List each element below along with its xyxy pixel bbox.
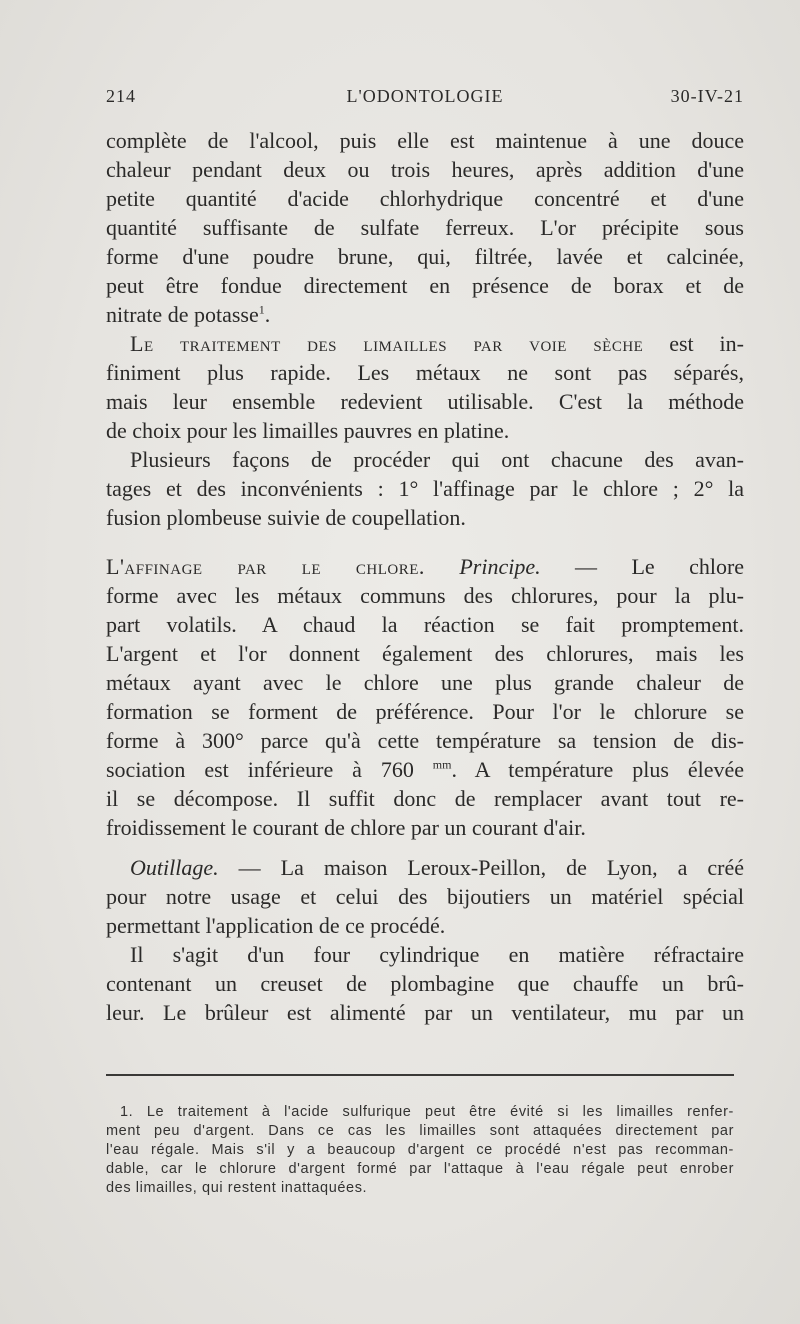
text-line: contenant un creuset de plombagine que chauffe un brû- <box>106 971 744 996</box>
journal-title: L'ODONTOLOGIE <box>346 86 504 106</box>
running-header <box>106 86 744 116</box>
text-fragment: . <box>264 302 271 327</box>
section-gap <box>106 842 744 853</box>
subheading: Principe. <box>459 554 541 579</box>
section-heading-line <box>106 329 744 358</box>
unit-superscript: mm <box>432 757 452 772</box>
footnote-line: ment peu d'argent. Dans ce cas les limailles sont attaquées directement par <box>106 1123 734 1139</box>
text-line: tages et des inconvénients : 1° l'affinage par le chlore ; 2° la <box>106 476 744 501</box>
text-line: petite quantité d'acide chlorhydrique concentré et d'une <box>106 186 744 211</box>
text-line: froidissement le courant de chlore par un courant d'air. <box>106 815 586 840</box>
text-line: chaleur pendant deux ou trois heures, après addition d'une <box>106 157 744 182</box>
text-fragment: sociation est inférieure à 760 <box>106 757 414 782</box>
section-heading-line <box>106 552 744 581</box>
body-text <box>106 126 744 1027</box>
text-line: il se décompose. Il suffit donc de remplacer avant tout re- <box>106 786 744 811</box>
text-line: métaux ayant avec le chlore une plus grande chaleur de <box>106 670 744 695</box>
text-line: L'argent et l'or donnent également des chlorures, mais les <box>106 641 744 666</box>
footnote-line: dable, car le chlorure d'argent formé par l'attaque à l'eau régale peut enrober <box>106 1161 734 1177</box>
footnote-rule <box>106 1074 734 1076</box>
text-fragment: — La maison Leroux-Peillon, de Lyon, a créé <box>238 855 744 880</box>
section-heading-line <box>106 853 744 882</box>
text-line: quantité suffisante de sulfate ferreux. L'or précipite sous <box>106 215 744 240</box>
footnote-line: des limailles, qui restent inattaquées. <box>106 1180 368 1196</box>
text-line: mais leur ensemble redevient utilisable. C'est la méthode <box>106 389 744 414</box>
section-gap <box>106 532 744 552</box>
text-fragment: est in- <box>669 331 744 356</box>
text-line: complète de l'alcool, puis elle est maintenue à une douce <box>106 128 744 153</box>
text-line: forme d'une poudre brune, qui, filtrée, lavée et calcinée, <box>106 244 744 269</box>
footnote-line: 1. Le traitement à l'acide sulfurique peut être évité si les limailles renfer- <box>120 1104 734 1120</box>
text-line: forme à 300° parce qu'à cette température sa tension de dis- <box>106 728 744 753</box>
text-line: forme avec les métaux communs des chlorures, pour la plu- <box>106 583 744 608</box>
text-fragment: nitrate de potasse <box>106 302 259 327</box>
text-line: Il s'agit d'un four cylindrique en matière réfractaire <box>130 942 744 967</box>
issue-date: 30-IV-21 <box>670 86 744 106</box>
section-heading: L'affinage par le chlore. <box>106 554 425 579</box>
footnote-line: l'eau régale. Mais s'il y a beaucoup d'argent ce procédé n'est pas recomman- <box>106 1142 734 1158</box>
subheading: Outillage. <box>130 855 219 880</box>
text-line <box>106 300 744 329</box>
text-fragment: . A température plus élevée <box>451 757 745 782</box>
text-line: leur. Le brûleur est alimenté par un ventilateur, mu par un <box>106 1000 744 1025</box>
page-number: 214 <box>106 86 136 106</box>
text-line: Plusieurs façons de procéder qui ont chacune des avan- <box>130 447 744 472</box>
text-line: finiment plus rapide. Les métaux ne sont pas séparés, <box>106 360 744 385</box>
text-line: fusion plombeuse suivie de coupellation. <box>106 505 466 530</box>
section-heading: Le traitement des limailles par voie sèche <box>130 331 644 356</box>
footnote <box>106 1103 734 1198</box>
text-line: permettant l'application de ce procédé. <box>106 913 446 938</box>
text-line: pour notre usage et celui des bijoutiers un matériel spécial <box>106 884 744 909</box>
text-line <box>106 755 744 784</box>
text-fragment: — Le chlore <box>575 554 745 579</box>
text-line: formation se forment de préférence. Pour l'or le chlorure se <box>106 699 744 724</box>
text-line: de choix pour les limailles pauvres en platine. <box>106 418 510 443</box>
footnote-ref: 1 <box>258 302 265 317</box>
text-line: part volatils. A chaud la réaction se fait promptement. <box>106 612 744 637</box>
text-line: peut être fondue directement en présence de borax et de <box>106 273 744 298</box>
